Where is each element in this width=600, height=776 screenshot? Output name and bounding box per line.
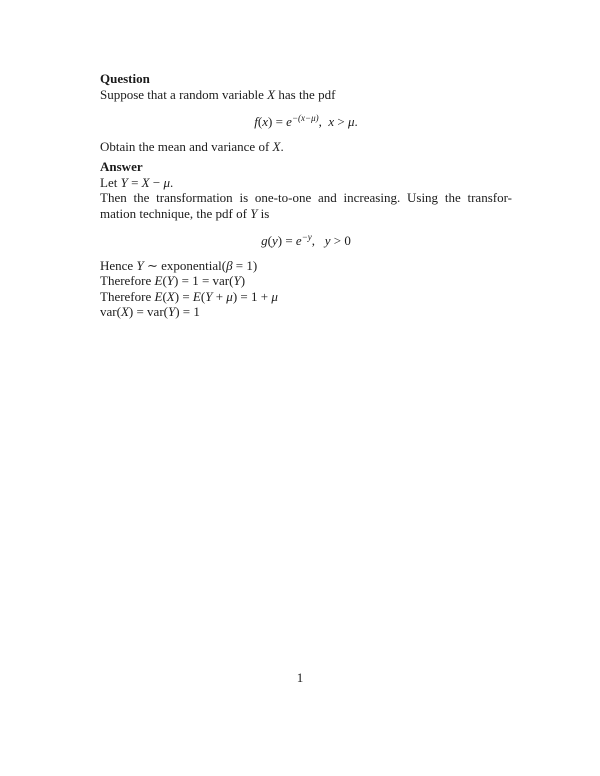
document-content bbox=[100, 71, 512, 320]
page-number: 1 bbox=[296, 670, 304, 685]
answer-heading: Answer bbox=[100, 159, 143, 174]
answer-let-line: Let Y = X − μ. bbox=[100, 174, 174, 190]
answer-var-line: var(X) = var(Y) = 1 bbox=[100, 304, 200, 319]
question-heading: Question bbox=[100, 71, 150, 86]
answer-formula: $g(y) = e^{-y}$, y > 0 bbox=[261, 232, 351, 248]
question-outro-line: Obtain the mean and variance of X. bbox=[100, 138, 284, 154]
answer-hence-line: Hence Y ∼ exponential(β = 1) bbox=[100, 257, 258, 273]
question-formula: $f(x) = e^{-(x-\mu)}$, x > μ. bbox=[254, 113, 358, 129]
question-intro-line: Suppose that a random variable X has the pdf bbox=[100, 86, 336, 102]
answer-transformation-line-1: Then the transformation is one-to-one and increasing. Using the transfor- bbox=[100, 190, 512, 205]
answer-therefore-ey-line: Therefore E(Y) = 1 = var(Y) bbox=[100, 273, 246, 288]
answer-therefore-ex-line: Therefore E(X) = E(Y + μ) = 1 + μ bbox=[100, 288, 278, 304]
answer-transformation-line-2: mation technique, the pdf of Y is bbox=[100, 205, 270, 221]
